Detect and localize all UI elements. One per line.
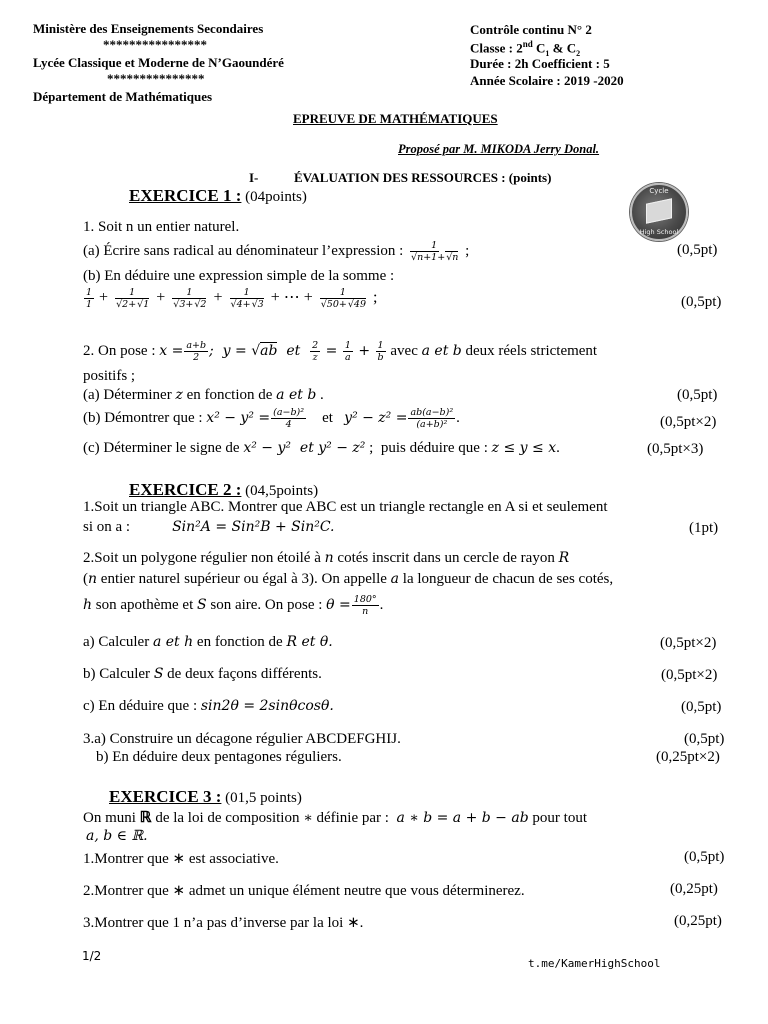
ex2-q3b: b) En déduire deux pentagones réguliers. <box>96 749 342 765</box>
exercise-2-points: (04,5points) <box>241 483 319 499</box>
ex2-qc-points: (0,5pt) <box>681 699 722 715</box>
ex1-q2a-points: (0,5pt) <box>677 387 718 403</box>
ministry-name: Ministère des Enseignements Secondaires <box>33 21 264 36</box>
ex1-q2c: (c) Déterminer le signe de x² − y² et y² − z² ; puis déduire que : z ≤ y ≤ x. <box>83 440 560 456</box>
ex3-q1: 1.Montrer que ∗ est associative. <box>83 851 279 867</box>
ex1-q1a: (a) Écrire sans radical au dénominateur l’expression : $\frac{1}{√n+1+√n}$ ; <box>83 240 470 263</box>
exercise-3-heading <box>109 787 302 807</box>
ex2-q2-line1: 2.Soit un polygone régulier non étoilé à n cotés inscrit dans un cercle de rayon R <box>83 550 570 566</box>
ex1-q2c-points: (0,5pt×3) <box>647 441 704 457</box>
ex3-q2-points: (0,25pt) <box>670 881 718 897</box>
separator-stars: *************** <box>107 71 205 86</box>
separator-stars: **************** <box>103 37 207 52</box>
ex3-q3-points: (0,25pt) <box>674 913 722 929</box>
exercise-2-heading <box>129 480 318 500</box>
school-name: Lycée Classique et Moderne de N’Gaoundéré <box>33 55 284 70</box>
controle-label: Contrôle continu N° 2 <box>470 22 592 37</box>
ex2-qc: c) En déduire que : sin2θ = 2sinθcosθ. <box>83 698 334 714</box>
exam-title: EPREUVE DE MATHÉMATIQUES <box>293 111 498 126</box>
ex1-q1b: (b) En déduire une expression simple de la somme : <box>83 268 395 284</box>
ex1-q2b-points: (0,5pt×2) <box>660 414 717 430</box>
exercise-3-title: EXERCICE 3 : <box>109 787 222 806</box>
ex2-q1-line2: si on a : Sin²A = Sin²B + Sin²C. <box>83 519 335 535</box>
annee-label: Année Scolaire : 2019 -2020 <box>470 73 624 88</box>
ex2-qb-points: (0,5pt×2) <box>661 667 718 683</box>
ex1-q2-line2: positifs ; <box>83 368 136 384</box>
page-number: 1/2 <box>82 949 102 963</box>
ex1-q1: 1. Soit n un entier naturel. <box>83 219 240 235</box>
ex2-q1-line1: 1.Soit un triangle ABC. Montrer que ABC est un triangle rectangle en A si et seulement <box>83 499 608 515</box>
school-logo: Cycle High School <box>630 183 688 241</box>
ex2-q3a-points: (0,5pt) <box>684 731 725 747</box>
telegram-link[interactable]: t.me/KamerHighSchool <box>528 957 661 970</box>
exercise-1-points: (04points) <box>241 189 307 205</box>
ex1-q1a-points: (0,5pt) <box>677 242 718 258</box>
duree-label: Durée : 2h Coefficient : 5 <box>470 56 610 71</box>
exercise-1-heading <box>129 186 307 206</box>
ex3-intro: On muni ℝ de la loi de composition ∗ définie par : a ∗ b = a + b − ab pour tout <box>83 810 588 826</box>
exercise-1-title: EXERCICE 1 : <box>129 186 242 205</box>
section-label: ÉVALUATION DES RESSOURCES : (points) <box>294 170 552 185</box>
exercise-2-title: EXERCICE 2 : <box>129 480 242 499</box>
ex3-q1-points: (0,5pt) <box>684 849 725 865</box>
ex3-intro-line2: a, b ∈ ℝ. <box>86 828 148 844</box>
ex2-qb: b) Calculer S de deux façons différents. <box>83 666 322 682</box>
ex1-q2b: (b) Démontrer que : x² − y² = $\frac{\text{(a−b)²}}{4}$ et y² − z² = $\frac{\text{ab(a−b)²}}{\text{(a+b)²}}$ . <box>83 407 460 430</box>
ex1-q2a: (a) Déterminer z en fonction de a et b . <box>83 387 324 403</box>
department-name: Département de Mathématiques <box>33 89 213 104</box>
ex2-q2-line3: h son apothème et S son aire. On pose : θ = $\frac{180^\circ}{n}$ . <box>83 594 384 617</box>
author-line: Proposé par M. MIKODA Jerry Donal. <box>398 142 600 156</box>
sum-formula: $\frac{1}{1}$ + $\frac{1}{√2+√1}$ + $\frac{1}{√3+√2}$ + $\frac{1}{√4+√3}$ + ⋯ + $\frac{1}{√50+√49}$ ; <box>86 287 378 310</box>
ex3-q2: 2.Montrer que ∗ admet un unique élément neutre que vous déterminerez. <box>83 883 525 899</box>
expression-fraction: $\frac{1}{√n+1+√n}$ <box>411 240 459 263</box>
ex1-q1b-points: (0,5pt) <box>681 294 722 310</box>
exercise-3-points: (01,5 points) <box>221 790 302 806</box>
ex2-q2-line2: (n entier naturel supérieur ou égal à 3). On appelle a la longueur de chacun de ses cotés, <box>83 571 614 587</box>
ex2-q3a: 3.a) Construire un décagone régulier ABCDEFGHIJ. <box>83 731 401 747</box>
ex2-q3b-points: (0,25pt×2) <box>656 749 720 765</box>
ex3-q3: 3.Montrer que 1 n’a pas d’inverse par la loi ∗. <box>83 915 364 931</box>
ex1-q2: 2. On pose : x = $\frac{a+b}{2}$ ; y = √ab et $\frac{2}{z}$ = $\frac{1}{a}$ + $\frac{1}{b}$ avec a et b deux réels strictement <box>83 340 598 363</box>
ex2-qa: a) Calculer a et h en fonction de R et θ. <box>83 634 333 650</box>
classe-label: Classe : 2nd $C_1$ & $C_2$ <box>470 39 581 58</box>
ex2-qa-points: (0,5pt×2) <box>660 635 717 651</box>
section-number: I- <box>249 170 259 185</box>
ex2-q1-points: (1pt) <box>689 520 719 536</box>
